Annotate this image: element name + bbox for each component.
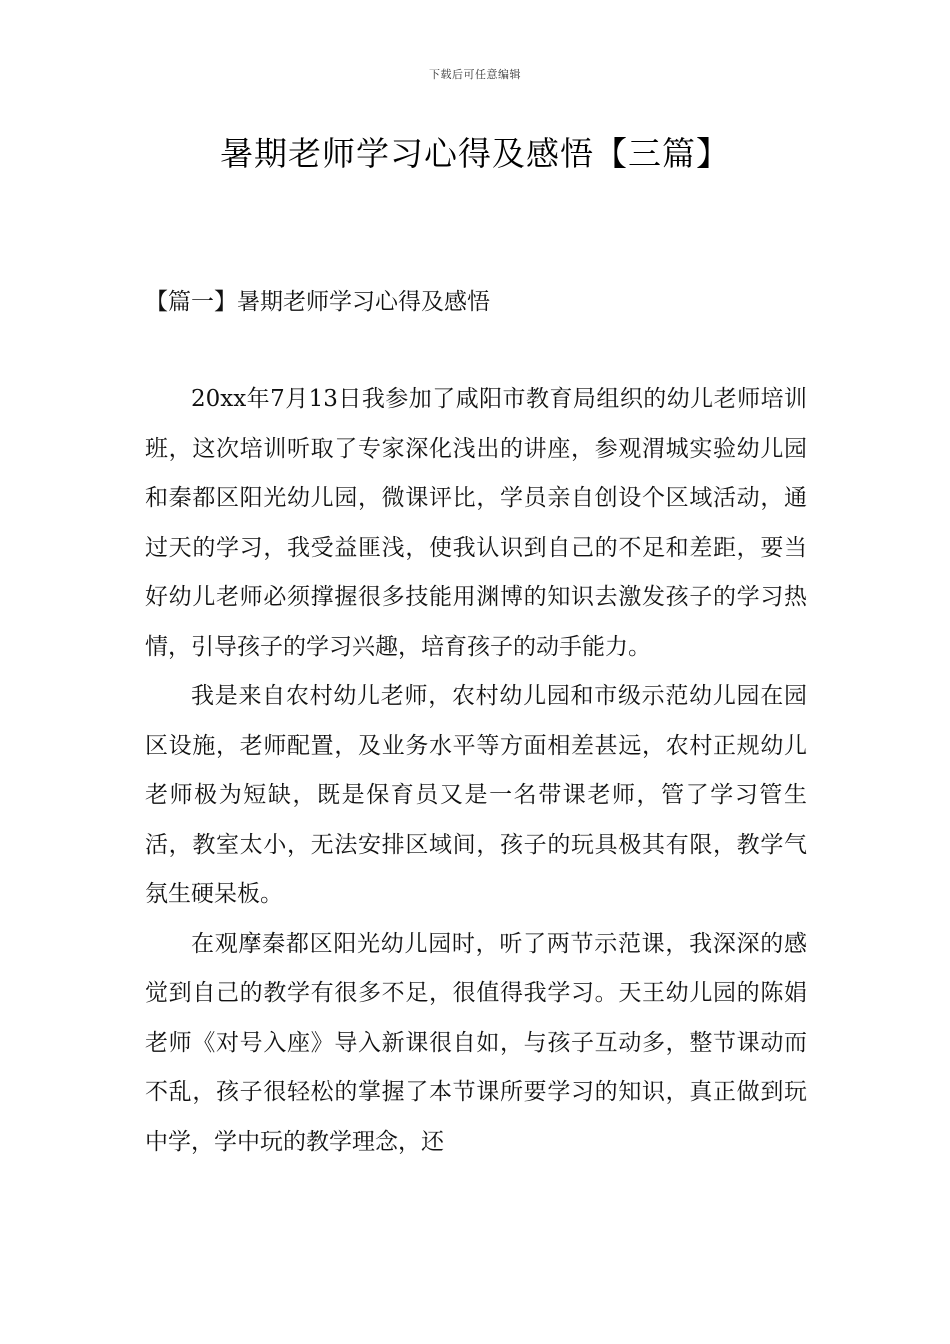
- document-title: 暑期老师学习心得及感悟【三篇】: [220, 134, 730, 173]
- section-heading: 【篇一】暑期老师学习心得及感悟: [145, 289, 490, 315]
- paragraph: 我是来自农村幼儿老师，农村幼儿园和市级示范幼儿园在园区设施，老师配置，及业务水平等方面相差甚远，农村正规幼儿老师极为短缺，既是保育员又是一名带课老师，管了学习管生活，教室太小，无法安排区域间，孩子的玩具极其有限，教学气氛生硬呆板。: [145, 683, 807, 907]
- paragraph: 在观摩秦都区阳光幼儿园时，听了两节示范课，我深深的感觉到自己的教学有很多不足，很值得我学习。天王幼儿园的陈娟老师《对号入座》导入新课很自如，与孩子互动多，整节课动而不乱，孩子很轻松的掌握了本节课所要学习的知识，真正做到玩中学，学中玩的教学理念，还: [145, 930, 807, 1155]
- header-note: 下载后可任意编辑: [429, 68, 521, 81]
- paragraph: 20xx年7月13日我参加了咸阳市教育局组织的幼儿老师培训班，这次培训听取了专家深化浅出的讲座，参观渭城实验幼儿园和秦都区阳光幼儿园，微课评比，学员亲自创设个区域活动，通过天的学习，我受益匪浅，使我认识到自己的不足和差距，要当好幼儿老师必须撑握很多技能用渊博的知识去激发孩子的学习热情，引导孩子的学习兴趣，培育孩子的动手能力。: [145, 386, 807, 660]
- body-text: [145, 375, 807, 1167]
